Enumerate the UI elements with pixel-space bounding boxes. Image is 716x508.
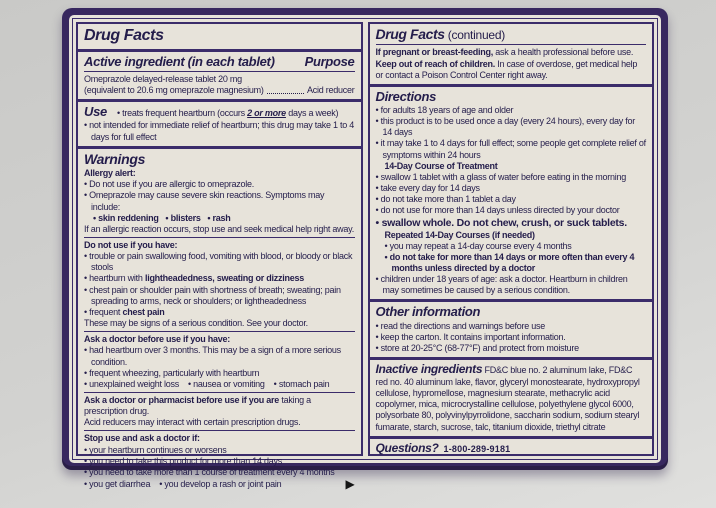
stop-use-bullet-3: • you need to take more than 1 course of treatment every 4 months: [84, 466, 335, 477]
ask-pharmacist-label-rest: taking a prescription drug.: [84, 395, 311, 417]
keep-warning-rest: In case of overdose, get medical help or contact a Poison Control Center right away.: [375, 58, 638, 80]
other-info-bullet-2: • keep the carton. It contains important information.: [375, 331, 566, 342]
directions-bullet-3: • it may take 1 to 4 days for full effect; some people get complete relief of symptoms within 24 hours: [375, 138, 646, 160]
allergy-bullet-1: • Do not use if you are allergic to omeprazole.: [84, 179, 254, 190]
section-rule: [84, 237, 355, 238]
warnings-header: Warnings: [84, 150, 146, 167]
ask-doctor-bullet-1: • had heartburn over 3 months. This may be a sign of a more serious condition.: [84, 345, 341, 367]
other-info-bullet-1: • read the directions and warnings before use: [375, 320, 546, 331]
active-ingredient-section: [78, 49, 361, 99]
questions-header: Questions?: [375, 440, 439, 455]
keep-warning-bold: Keep out of reach of children.: [375, 58, 496, 69]
do-not-use-note: These may be signs of a serious condition. See your doctor.: [84, 318, 308, 329]
stop-use-label: Stop use and ask a doctor if:: [84, 433, 200, 444]
directions-bullet-1: • for adults 18 years of age and older: [375, 104, 514, 115]
use-bullet-1: • treats frequent heartburn (occurs: [116, 108, 248, 119]
do-not-use-bullet-4-bold: chest pain: [122, 306, 165, 317]
warnings-section: [78, 146, 361, 493]
do-not-use-label: Do not use if you have:: [84, 239, 178, 250]
directions-header: Directions: [375, 88, 437, 104]
stop-use-bullet-1: • your heartburn continues or worsens: [84, 444, 227, 455]
stop-use-bullet-2: • you need to take this product for more than 14 days: [84, 455, 283, 466]
other-info-bullet-3: • store at 20-25°C (68-77°F) and protect from moisture: [375, 342, 579, 353]
drug-facts-title-section: [78, 24, 361, 49]
do-not-use-bullet-4: [84, 307, 355, 318]
use-section: [78, 99, 361, 145]
continued-note: (continued): [444, 28, 505, 42]
active-ingredient-line1: Omeprazole delayed-release tablet 20 mg: [84, 73, 242, 84]
stop-use-bullet-4: • you get diarrhea • you develop a rash or joint pain: [84, 478, 282, 489]
ask-pharmacist-label: [84, 395, 355, 417]
inactive-ingredients-text: FD&C blue no. 2 aluminum lake, FD&C red no. 40 aluminum lake, flavor, glyceryl monostearate, hydroxypropyl cellulose, hypromellose, magnesium stearate, methacrylic acid copolymer, mica, microcrystalline cellulose, polyethylene glycol 6000, polysorbate 80, polyvinylpyrrolidone, saccharin sodium, sodium stearyl fumarate, starch, sucrose, talc, titanium dioxide, triethyl citrate: [375, 365, 640, 432]
inactive-ingredients-header: Inactive ingredients: [375, 362, 483, 377]
pregnancy-warning: [376, 47, 647, 58]
course-bullet-3: • do not take more than 1 tablet a day: [375, 194, 516, 205]
drug-facts-continued-section: [370, 24, 653, 84]
allergy-symptoms: • skin reddening • blisters • rash: [93, 212, 231, 223]
use-bullet-1-tail: days a week): [285, 108, 339, 119]
questions-section: [370, 436, 653, 459]
course-bullet-2: • take every day for 14 days: [375, 183, 480, 194]
purpose-value: Acid reducer: [306, 85, 355, 96]
other-information-header: Other information: [375, 304, 481, 320]
section-rule: [84, 331, 355, 332]
directions-section: [370, 84, 653, 300]
purpose-header: Purpose: [304, 53, 355, 69]
course-bullet-4: • do not use for more than 14 days unless directed by your doctor: [375, 205, 620, 216]
drug-facts-left-column: [76, 22, 363, 492]
drug-facts-continued-title: Drug Facts: [375, 26, 445, 42]
use-header: Use: [84, 104, 107, 120]
do-not-use-bullet-2: [84, 273, 355, 284]
section-rule: [84, 392, 355, 393]
use-bullet-2: • not intended for immediate relief of heartburn; this drug may take 1 to 4 days for full effect: [84, 120, 355, 142]
questions-phone-number: 1-800-289-9181: [443, 443, 511, 454]
inactive-ingredients-section: [370, 357, 653, 436]
label-frame: [72, 18, 658, 492]
continued-arrow-icon: ▶: [345, 477, 355, 492]
swallow-whole-bullet: • swallow whole. Do not chew, crush, or suck tablets.: [375, 216, 627, 229]
do-not-use-bullet-3: • chest pain or shoulder pain with shortness of breath; sweating; pain spreading to arms, neck or shoulders; or lightheadedness: [84, 284, 341, 306]
course-label: 14-Day Course of Treatment: [384, 160, 498, 171]
repeat-bullet-2: • do not take for more than 14 days or more often than every 4 months unless directed by a doctor: [384, 251, 635, 273]
other-information-section: [370, 299, 653, 357]
section-rule: [84, 430, 355, 431]
header-rule: [84, 71, 355, 72]
repeat-bullet-3: • children under 18 years of age: ask a doctor. Heartburn in children may sometimes be caused by a serious condition.: [375, 274, 628, 296]
repeat-bullet-1: • you may repeat a 14-day course every 4 months: [384, 240, 572, 251]
pregnancy-warning-rest: ask a health professional before use.: [493, 47, 634, 58]
dotted-leader: [267, 93, 304, 94]
allergy-bullet-2: • Omeprazole may cause severe skin reactions. Symptoms may include:: [84, 190, 325, 212]
ask-pharmacist-note: Acid reducers may interact with certain prescription drugs.: [84, 417, 301, 428]
drug-facts-right-column: [368, 22, 655, 456]
allergy-alert-label: Allergy alert:: [84, 168, 136, 179]
course-bullet-1: • swallow 1 tablet with a glass of water before eating in the morning: [375, 171, 627, 182]
directions-bullet-2: • this product is to be used once a day (every 24 hours), every day for 14 days: [375, 116, 636, 138]
ask-doctor-label: Ask a doctor before use if you have:: [84, 334, 231, 345]
do-not-use-bullet-2-bold: lightheadedness, sweating or dizziness: [144, 273, 304, 284]
use-bullet-1-emphasis: 2 or more: [247, 108, 286, 119]
pregnancy-warning-bold: If pregnant or breast-feeding,: [375, 47, 494, 58]
do-not-use-bullet-1: • trouble or pain swallowing food, vomiting with blood, or bloody or black stools: [84, 251, 353, 273]
ask-doctor-bullet-2: • frequent wheezing, particularly with heartburn: [84, 367, 260, 378]
keep-out-of-reach-warning: [376, 59, 647, 81]
ask-pharmacist-label-bold: Ask a doctor or pharmacist before use if you are: [84, 395, 280, 405]
do-not-use-bullet-4-pre: • frequent: [84, 306, 123, 317]
medicine-carton-back-panel: [62, 8, 668, 492]
drug-facts-title: Drug Facts: [84, 27, 164, 44]
active-ingredient-line2: (equivalent to 20.6 mg omeprazole magnesium): [84, 85, 264, 96]
allergy-note: If an allergic reaction occurs, stop use and seek medical help right away.: [84, 223, 354, 234]
ask-doctor-bullet-3: • unexplained weight loss • nausea or vomiting • stomach pain: [84, 378, 330, 389]
drug-facts-label: [69, 15, 661, 492]
header-rule: [376, 44, 647, 45]
active-ingredient-header: Active ingredient (in each tablet): [84, 53, 275, 69]
do-not-use-bullet-2-pre: • heartburn with: [84, 273, 145, 284]
repeat-label: Repeated 14-Day Courses (if needed): [384, 229, 535, 240]
